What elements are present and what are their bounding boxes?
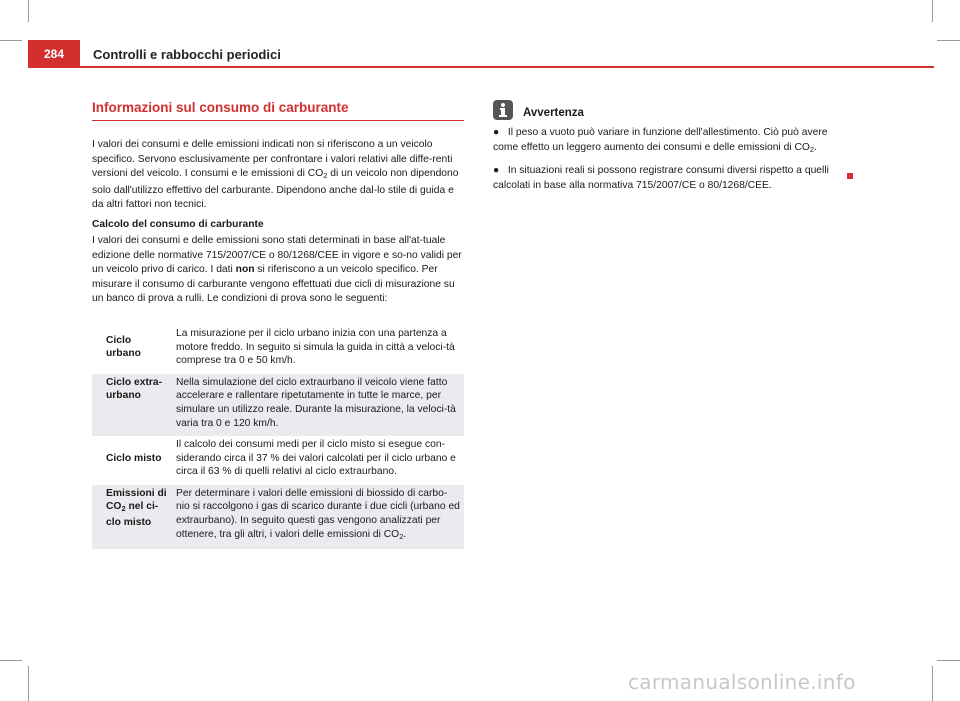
warning-bullet: ● Il peso a vuoto può variare in funzione dell'allestimento. Ciò può avere come effetto un leggero aumento dei consumi e delle emissioni di $CO_2$. [493, 127, 828, 154]
row-label: Ciclo misto [106, 452, 162, 464]
row-description: La misurazione per il ciclo urbano inizia con una partenza a motore freddo. In seguito si simula la guida in città a veloci-tà comprese tra 0 e 50 km/h. [176, 327, 455, 367]
section-end-marker [847, 173, 853, 179]
table-row [92, 436, 464, 485]
row-description: Per determinare i valori delle emissioni di biossido di carbo-nio si raccolgono i gas di scarico durante i due cicli (urbano ed extraurbano). In seguito questi gas vengono analizzati per ottenere, tra gli altri, i valori delle emissioni di $CO_2$. [172, 485, 464, 549]
crop-mark [0, 660, 22, 661]
row-label: Ciclo extra-urbano [92, 374, 172, 436]
running-header-title: Controlli e rabbocchi periodici [93, 47, 281, 62]
warning-bullet: ● In situazioni reali si possono registrare consumi diversi rispetto a quelli calcolati in base alla normativa 715/2007/CE o 80/1268/CEE. [493, 165, 829, 191]
section-title: Informazioni sul consumo di carburante [92, 100, 464, 121]
intro-paragraph: I valori dei consumi e delle emissioni indicati non si riferiscono a un veicolo specifico. Servono esclusivamente per confrontare i valori relativi alle diffe-renti versioni del veicolo. I consumi e le emissioni di $CO_2$ di un veicolo non dipendono solo dall'utilizzo effettivo del carburante. Dipendono anche dal-lo stile di guida e da altri fattori non tecnici. [92, 139, 459, 211]
row-description: Nella simulazione del ciclo extraurbano il veicolo viene fatto accelerare e rallentare ripetutamente in tutte le marce, per simulare un utilizzo reale. Durante la misurazione, la veloci-tà varia tra 0 e 120 km/h. [172, 374, 464, 436]
crop-mark [28, 0, 29, 22]
watermark: carmanualsonline.info [628, 670, 856, 694]
row-description: Il calcolo dei consumi medi per il ciclo misto si esegue con-siderando circa il 37 % dei valori calcolati per il ciclo urbano e circa il 63 % di quelli relativi al ciclo extraurbano. [176, 439, 456, 478]
calc-paragraph: I valori dei consumi e delle emissioni sono stati determinati in base all'at-tuale edizione delle normative 715/2007/CE o 80/1268/CEE in vigore e so-no validi per un veicolo privo di carico. I dati non si riferiscono a un veicolo specifico. Per misurare il consumo di carburante vengono effettuati due cicli di misurazione su un banco di prova a rulli. Le condizioni di prova sono le seguenti: [92, 234, 462, 305]
crop-mark [932, 0, 933, 22]
main-column [92, 100, 464, 549]
info-icon [493, 100, 513, 120]
page-number: 284 [28, 40, 80, 68]
crop-mark [0, 40, 22, 41]
crop-mark [932, 666, 933, 701]
header-divider [28, 66, 934, 68]
crop-mark [937, 40, 960, 41]
calc-heading: Calcolo del consumo di carburante [92, 218, 264, 230]
warning-box [493, 100, 843, 200]
row-label: Emissioni di $CO_2$ nel ci-clo misto [92, 485, 172, 549]
warning-title: Avvertenza [523, 107, 584, 119]
table-row [92, 325, 464, 374]
row-label: Ciclo urbano [106, 334, 141, 360]
table-row [92, 485, 464, 549]
crop-mark [28, 666, 29, 701]
table-row [92, 374, 464, 436]
test-cycles-table [92, 325, 464, 549]
warning-header [493, 100, 843, 120]
crop-mark [937, 660, 960, 661]
